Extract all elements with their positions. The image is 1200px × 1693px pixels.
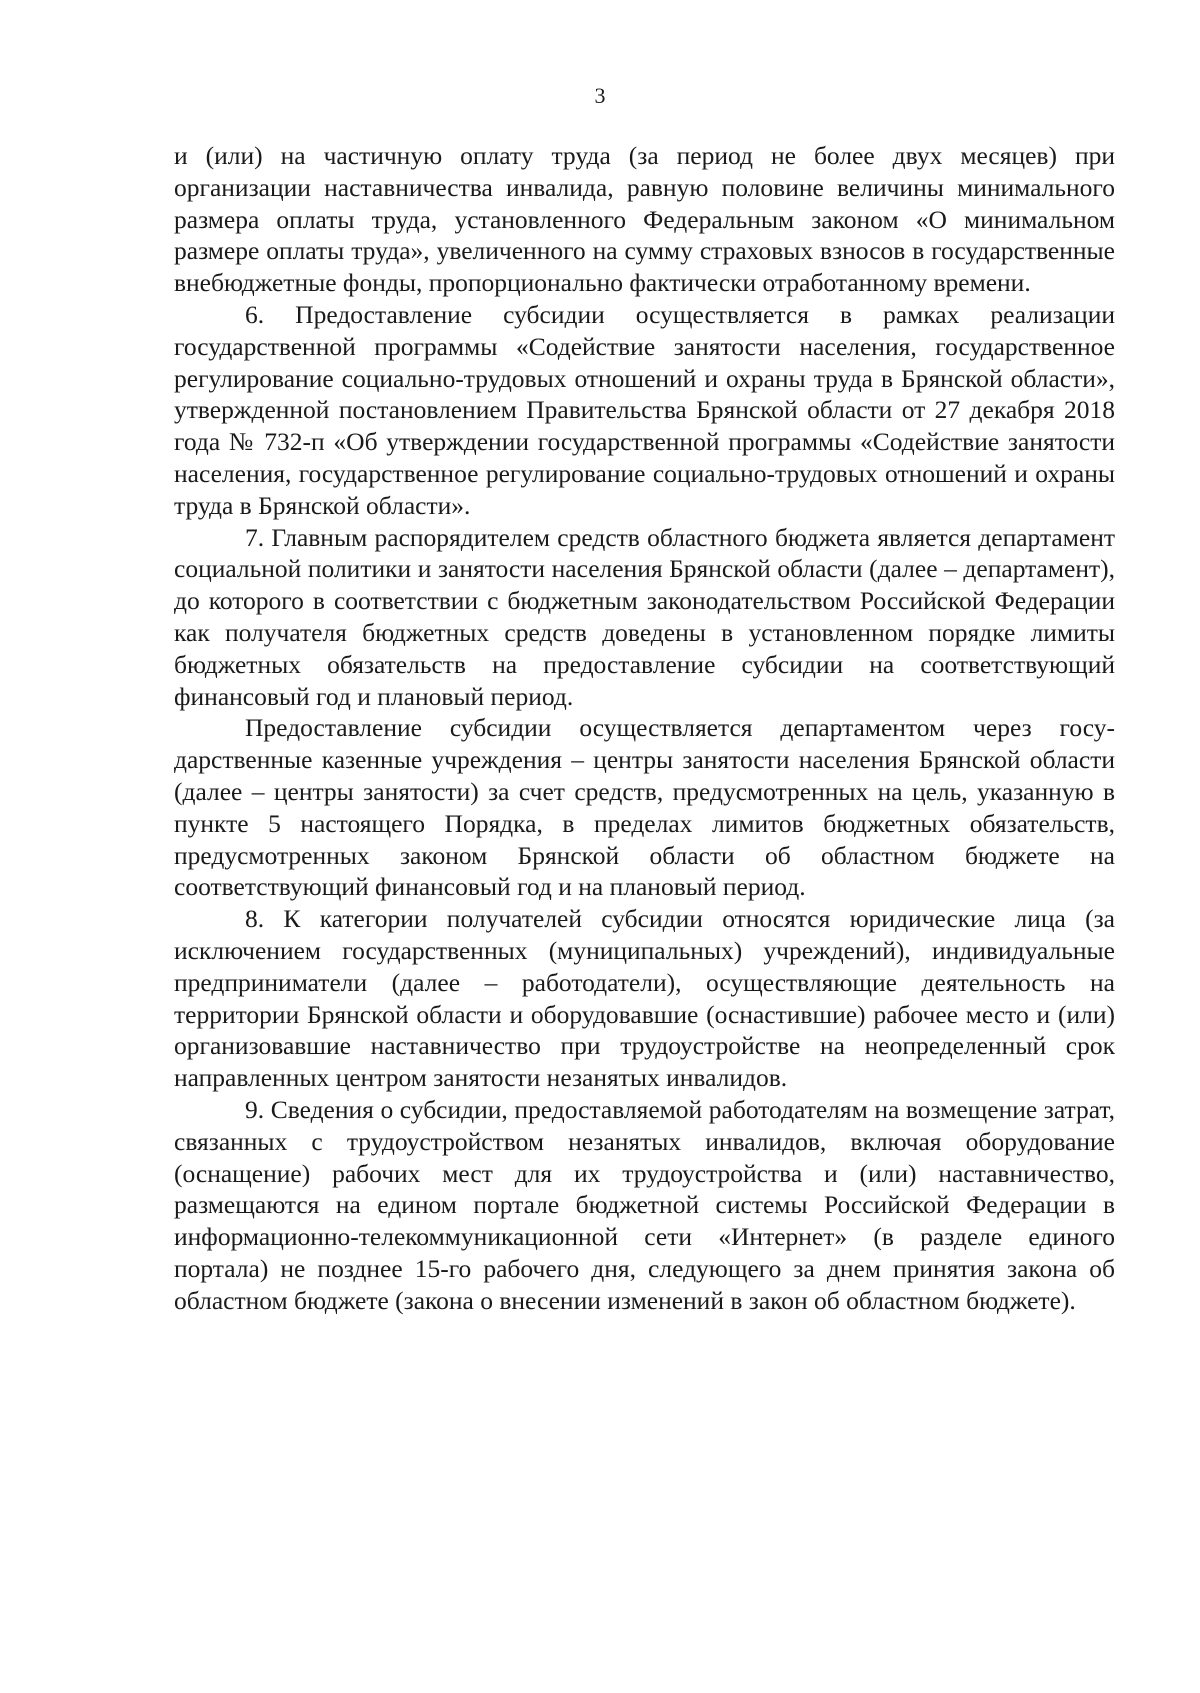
- document-body: [174, 140, 1115, 1316]
- paragraph-continuation: и (или) на частичную оплату труда (за период не более двух месяцев) при организации наставничества инвалида, равную половине величины минимального размера оплаты труда, установленного Федеральным законом «О минимальном размере оплаты труда», увеличенного на сумму страховых взносов в государственные внебюджетные фонды, пропорционально фактически отработанному времени.: [174, 141, 1115, 298]
- paragraph-item-7: 7. Главным распорядителем средств областного бюджета является департамент социальной политики и занятости населения Брянской области (далее – департамент), до которого в соответствии с бюджетным законодательством Российской Федерации как получателя бюджетных средств доведены в установленном порядке лимиты бюджетных обязательств на предоставление субсидии на соответствующий финансовый год и плановый период.: [174, 522, 1115, 711]
- paragraph-item-7-continued: Предоставление субсидии осуществляется департаментом через государственные казенные учреждения – центры занятости населения Брянской области (далее – центры занятости) за счет средств, предусмотренных на цель, указанную в пункте 5 настоящего Порядка, в пределах лимитов бюджетных обязательств, предусмотренных законом Брянской области об областном бюджете на соответствующий финансовый год и на плановый период.: [174, 713, 1115, 902]
- paragraph-item-8: 8. К категории получателей субсидии относятся юридические лица (за исключением государственных (муниципальных) учреждений), индивидуальные предприниматели (далее – работодатели), осуществляющие деятельность на территории Брянской области и оборудовавшие (оснастившие) рабочее место и (или) организовавшие наставничество при трудоустройстве на неопределенный срок направленных центром занятости незанятых инвалидов.: [174, 904, 1115, 1093]
- page-number: 3: [594, 83, 606, 108]
- paragraph-item-6: 6. Предоставление субсидии осуществляется в рамках реализации государственной программы «Содействие занятости населения, государственное регулирование социально-трудовых отношений и охраны труда в Брянской области», утвержденной постановлением Правительства Брянской области от 27 декабря 2018 года № 732-п «Об утверждении государственной программы «Содействие занятости населения, государственное регулирование социально-трудовых отношений и охраны труда в Брянской области».: [174, 299, 1115, 520]
- paragraph-item-9: 9. Сведения о субсидии, предоставляемой работодателям на возмещение затрат, связанных с трудоустройством незанятых инвалидов, включая оборудование (оснащение) рабочих мест для их трудоустройства и (или) наставничество, размещаются на едином портале бюджетной системы Российской Федерации в информационно-телекоммуникационной сети «Интернет» (в разделе единого портала) не позднее 15-го рабочего дня, следующего за днем принятия закона об областном бюджете (закона о внесении изменений в закон об областном бюджете).: [174, 1094, 1115, 1315]
